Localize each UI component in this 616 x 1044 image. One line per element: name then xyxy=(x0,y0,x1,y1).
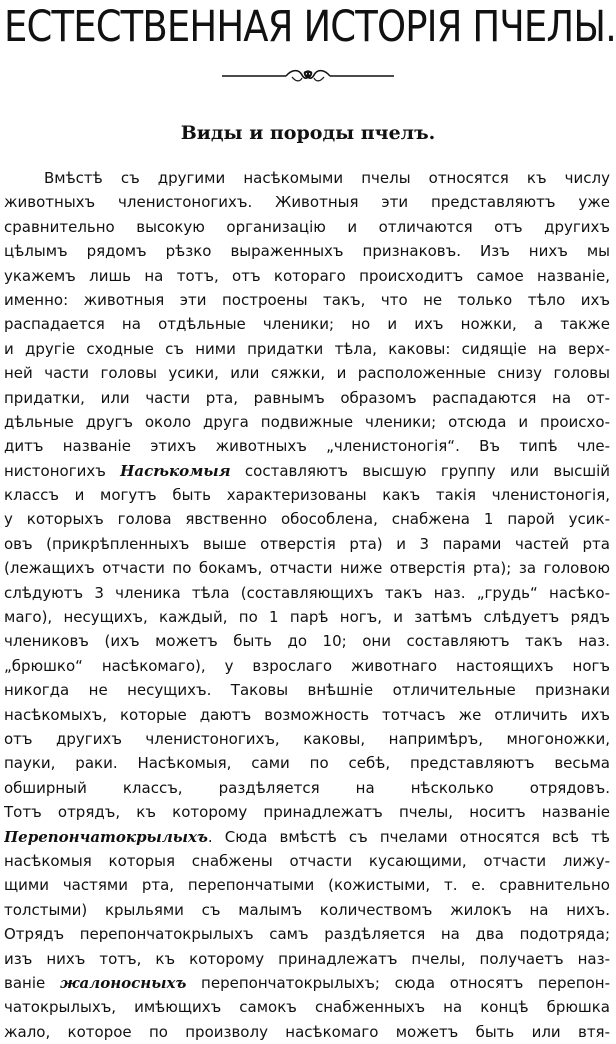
text-line: Отрядъ перепончатокрылыхъ самъ раздѣляется на два подотряда; xyxy=(4,925,610,944)
text-line: изъ нихъ тотъ, къ которому принадлежатъ пчелы, получаетъ наз- xyxy=(4,949,610,968)
text-line: нистоногихъ Насѣкомыя составляютъ высшую группу или высшій xyxy=(4,461,610,480)
text-line: ваніе жалоносныхъ перепончатокрылыхъ; сюда относятъ перепон- xyxy=(4,973,610,992)
text-line: отъ другихъ членистоногихъ, каковы, напримѣръ, многоножки, xyxy=(4,729,610,748)
text-line: члениковъ (ихъ можетъ быть до 10; они составляютъ такъ наз. xyxy=(4,632,610,651)
text-line: и другіе сходные съ ними придатки тѣла, каковы: сидящіе на верх- xyxy=(4,339,610,358)
page-title: ЕСТЕСТВЕННАЯ ИСТОРІЯ ПЧЕЛЫ. xyxy=(4,2,616,52)
text-line: щими частями рта, перепончатыми (кожистыми, т. е. сравнительно xyxy=(4,876,610,895)
text-line: животныхъ членистоногихъ. Животныя эти представляютъ уже xyxy=(4,193,610,212)
body-text xyxy=(4,166,610,1044)
text-line: Тотъ отрядъ, къ которому принадлежатъ пчелы, носитъ названіе xyxy=(4,803,610,822)
text-line: у которыхъ голова явственно обособлена, снабжена 1 парой усик- xyxy=(4,510,610,529)
italic-term: жалоносныхъ xyxy=(59,973,187,992)
text-line: никогда не несущихъ. Таковы внѣшніе отличительные признаки xyxy=(4,681,610,700)
text-line: классъ и могутъ быть характеризованы какъ такія членистоногія, xyxy=(4,486,610,505)
text-line: придатки, или части рта, равнымъ образомъ распадаются на от- xyxy=(4,388,610,407)
text-line: Вмѣстѣ съ другими насѣкомыми пчелы относятся къ числу xyxy=(44,169,610,187)
text-line: (лежащихъ отчасти по бокамъ, отчасти ниже отверстія рта); за головою xyxy=(4,559,610,578)
text-line: слѣдуютъ 3 членика тѣла (составляющихъ такъ наз. „грудь“ насѣко- xyxy=(4,583,610,602)
text-line: овъ (прикрѣпленныхъ выше отверстія рта) и 3 парами частей рта xyxy=(4,534,610,553)
text-line: цѣлымъ рядомъ рѣзко выраженныхъ признаковъ. Изъ нихъ мы xyxy=(4,242,610,261)
text-line: ней части головы усики, или сяжки, и расположенные снизу головы xyxy=(4,364,610,383)
text-line: укажемъ лишь на тотъ, отъ котораго происходитъ самое названіе, xyxy=(4,266,610,285)
text-line: маго), несущихъ, каждый, по 1 парѣ ногъ, и затѣмъ слѣдуетъ рядъ xyxy=(4,608,610,627)
text-line: толстыми) крыльями съ малымъ количествомъ жилокъ на нихъ. xyxy=(4,900,610,919)
decorative-flourish-icon xyxy=(220,68,396,84)
text-line: дитъ названіе этихъ животныхъ „членистоногія“. Въ типѣ чле- xyxy=(4,437,610,456)
text-line: Перепончатокрылыхъ. Сюда вмѣстѣ съ пчелами относятся всѣ тѣ xyxy=(4,827,610,846)
text-line: „брюшко“ насѣкомаго), у взрослаго животнаго настоящихъ ногъ xyxy=(4,656,610,675)
text-line: насѣкомыхъ, которые даютъ возможность тотчасъ же отличить ихъ xyxy=(4,705,610,724)
text-line: именно: животныя эти построены такъ, что не только тѣло ихъ xyxy=(4,290,610,309)
text-line: пауки, раки. Насѣкомыя, сами по себѣ, представляютъ весьма xyxy=(4,754,610,773)
italic-term: Перепончатокрылыхъ xyxy=(4,827,208,846)
text-line: обширный классъ, раздѣляется на нѣсколько отрядовъ. xyxy=(4,778,610,797)
text-line: жало, которое по произволу насѣкомаго можетъ быть или втя- xyxy=(4,1022,610,1041)
text-line: чатокрылыхъ, имѣющихъ самокъ снабженныхъ на концѣ брюшка xyxy=(4,998,610,1017)
text-line: распадается на отдѣльные членики; но и ихъ ножки, а также xyxy=(4,315,610,334)
text-line: дѣльные другъ около друга подвижные членики; отсюда и происхо- xyxy=(4,412,610,431)
section-heading: Виды и породы пчелъ. xyxy=(180,122,436,144)
text-line: сравнительно высокую организацію и отличаются отъ другихъ xyxy=(4,217,610,236)
text-line: насѣкомыя которыя снабжены отчасти кусающими, отчасти лижу- xyxy=(4,851,610,870)
italic-term: Насѣкомыя xyxy=(120,461,231,480)
